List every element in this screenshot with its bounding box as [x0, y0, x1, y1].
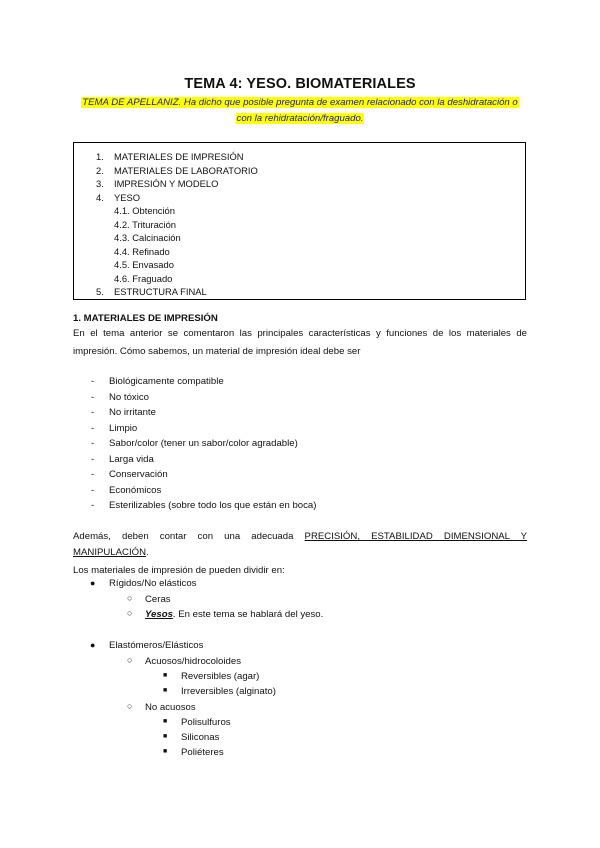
exam-note-line-2: con la rehidratación/fraguado. — [236, 113, 364, 124]
yesos-term: Yesos — [145, 609, 173, 620]
aqueous-item: Irreversibles (alginato) — [181, 686, 276, 697]
section-heading: 1. MATERIALES DE IMPRESIÓN — [73, 313, 218, 324]
bullet-marker: ○ — [127, 593, 133, 603]
bullet-marker: ● — [90, 578, 96, 588]
document-title: TEMA 4: YESO. BIOMATERIALES — [184, 76, 416, 92]
rigid-yesos: Yesos. En este tema se hablará del yeso. — [145, 609, 324, 620]
classification-line: Los materiales de impresión de pueden dividir en: — [73, 565, 285, 576]
rigid-ceras: Ceras — [145, 594, 171, 605]
non-aqueous-item: Poliéteres — [181, 747, 224, 758]
requirements-paragraph — [73, 529, 527, 579]
intro-line-1: En el tema anterior se comentaron las principales características y funciones de los materiales de — [73, 328, 527, 339]
bullet-marker: ■ — [163, 672, 168, 679]
bullet-marker: ○ — [127, 608, 133, 618]
non-aqueous-item: Siliconas — [181, 732, 220, 743]
bullet-marker: ■ — [163, 748, 168, 755]
aqueous-item: Reversibles (agar) — [181, 671, 260, 682]
bullet-marker: ○ — [127, 655, 133, 665]
bullet-marker: ● — [90, 640, 96, 650]
exam-note-line-1: TEMA DE APELLANIZ. Ha dicho que posible pregunta de examen relacionado con la deshidratación o — [82, 97, 518, 108]
exam-note — [60, 95, 540, 127]
intro-paragraph — [73, 326, 527, 360]
elastic-non-aqueous: No acuosos — [145, 702, 196, 713]
elastic-aqueous: Acuosos/hidrocoloides — [145, 656, 241, 667]
table-of-contents: 1. MATERIALES DE IMPRESIÓN 2. MATERIALES DE LABORATORIO 3. IMPRESIÓN Y MODELO 4. YESO 4.1. Obtención 4.2. Trituración 4.3. Calcinación 4.4. Refinado 4.5. Envasado 4.6. Fraguado 5. ESTRUCTURA FINAL — [73, 142, 526, 300]
bullet-marker: ○ — [127, 701, 133, 711]
bullet-marker: ■ — [163, 718, 168, 725]
non-aqueous-item: Polisulfuros — [181, 717, 231, 728]
category-elastic: Elastómeros/Elásticos — [109, 640, 204, 651]
bullet-marker: ■ — [163, 687, 168, 694]
category-rigid: Rígidos/No elásticos — [109, 578, 197, 589]
underlined-requirements: PRECISIÓN, ESTABILIDAD DIMENSIONAL Y MANIPULACIÓN — [73, 531, 527, 558]
requirements-line: Además, deben contar con una adecuada PRECISIÓN, ESTABILIDAD DIMENSIONAL Y MANIPULACIÓN. — [73, 531, 527, 558]
intro-line-2: impresión. Cómo sabemos, un material de impresión ideal debe ser — [73, 346, 361, 357]
bullet-marker: ■ — [163, 733, 168, 740]
document-page: TEMA 4: YESO. BIOMATERIALES TEMA DE APELLANIZ. Ha dicho que posible pregunta de examen relacionado con la deshidratación o con la rehidratación/fraguado. 1. MATERIALES DE IMPRESIÓN 2. MATERIALES DE LABORATORIO 3. IMPRESIÓN Y MODELO 4. YESO 4.1. Obtención 4.2. Trituración 4.3. Calcinación 4.4. Refinado 4.5. Envasado 4.6. Fraguado 5. ESTRUCTURA FINAL 1. MATERIALES DE IMPRESIÓN En el tema anterior se comentaron las principales características y funciones de los materiales de impresión. Cómo sabemos, un material de impresión ideal debe ser - Biológicamente compatible - No tóxico - No irritante - Limpio - Sabor/color (tener un sabor/color agradable) - Larga vida - Conservación - Económicos - Esterilizables (sobre todo los que están en boca) Además, deben contar con una adecuada PRECISIÓN, ESTABILIDAD DIMENSIONAL Y MANIPULACIÓN. Los materiales de impresión de pueden dividir en: ● Rígidos/No elásticos ○ Ceras ○ Yesos. En este tema se hablará del yeso. ● Elastómeros/Elásticos ○ Acuosos/hidrocoloides ■ Reversibles (agar) ■ Irreversibles (alginato) ○ No acuosos ■ Polisulfuros ■ Siliconas ■ Poliéteres — [0, 0, 600, 848]
